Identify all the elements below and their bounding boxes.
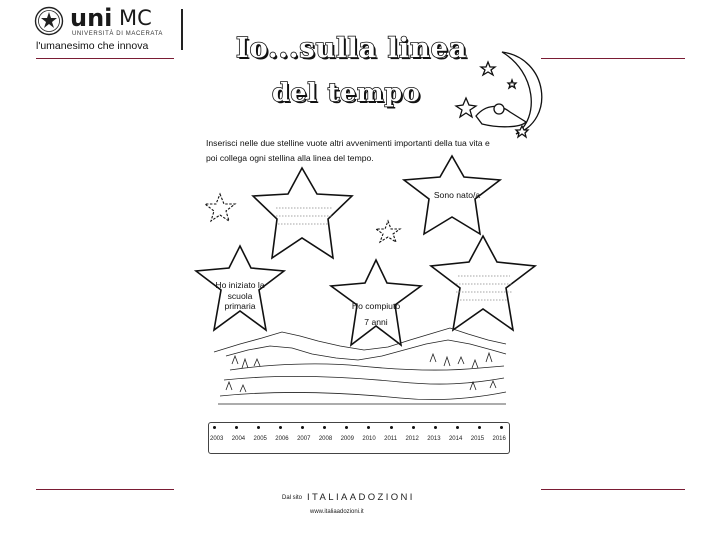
timeline-dot	[500, 426, 503, 429]
small-star-icon	[376, 221, 400, 242]
timeline-year: 2003	[210, 436, 224, 442]
timeline-dot	[367, 426, 370, 429]
footer-url-link[interactable]: www.italiaadozioni.it	[310, 509, 364, 515]
timeline-dot	[390, 426, 393, 429]
empty-star-icon	[253, 168, 352, 258]
timeline-dot	[478, 426, 481, 429]
age-label-line: Ho compiuto	[351, 301, 401, 311]
brand-uni: uni	[70, 4, 113, 32]
timeline-dot	[235, 426, 238, 429]
timeline-year: 2006	[275, 436, 289, 442]
school-star-label	[206, 280, 274, 312]
small-star-icon	[205, 194, 235, 221]
timeline-year: 2012	[405, 436, 419, 442]
timeline-dot	[434, 426, 437, 429]
timeline-year: 2009	[340, 436, 354, 442]
timeline-dot	[213, 426, 216, 429]
born-star-label: Sono nato/a	[433, 190, 481, 200]
timeline-dot	[323, 426, 326, 429]
timeline-dot	[345, 426, 348, 429]
empty-star-icon	[431, 236, 535, 330]
school-label-line: primaria	[224, 301, 256, 311]
footer-brand: ITALIAADOZIONI	[307, 492, 415, 503]
timeline-dot	[301, 426, 304, 429]
brand-subtitle: UNIVERSITÀ DI MACERATA	[72, 31, 163, 37]
timeline-dot	[456, 426, 459, 429]
timeline-dot	[279, 426, 282, 429]
timeline-year: 2004	[231, 436, 246, 442]
worksheet-title-line2: del tempo	[272, 78, 421, 107]
school-label-line: Ho iniziato la	[215, 280, 265, 290]
timeline-dots	[213, 426, 503, 429]
timeline-year: 2008	[318, 436, 333, 442]
timeline-year: 2011	[384, 436, 398, 442]
timeline-year: 2016	[492, 436, 506, 442]
timeline-year: 2005	[253, 436, 267, 442]
timeline-year: 2015	[470, 436, 485, 442]
timeline-year: 2013	[427, 436, 441, 442]
age-star-label	[344, 298, 408, 330]
instructions-line: Inserisci nelle due stelline vuote altri avvenimenti importanti della tua vita e	[206, 138, 490, 148]
timeline-dot	[257, 426, 260, 429]
footer-prefix: Dal sito	[282, 495, 303, 501]
timeline-year: 2007	[297, 436, 311, 442]
landscape-drawing	[214, 328, 506, 404]
moon-icon	[456, 52, 542, 137]
timeline-year: 2010	[362, 436, 376, 442]
age-label-line: 7 anni	[364, 317, 388, 327]
brand-tagline: l'umanesimo che innova	[36, 40, 149, 52]
timeline-dot	[412, 426, 415, 429]
worksheet-title-line1: Io...sulla linea	[236, 33, 468, 64]
instructions-text	[206, 136, 512, 166]
school-label-line: scuola	[227, 290, 253, 301]
timeline-year: 2014	[448, 436, 463, 442]
instructions-line: poi collega ogni stellina alla linea del tempo.	[206, 153, 374, 163]
brand-mc: MC	[119, 6, 152, 30]
timeline-years	[210, 436, 506, 442]
